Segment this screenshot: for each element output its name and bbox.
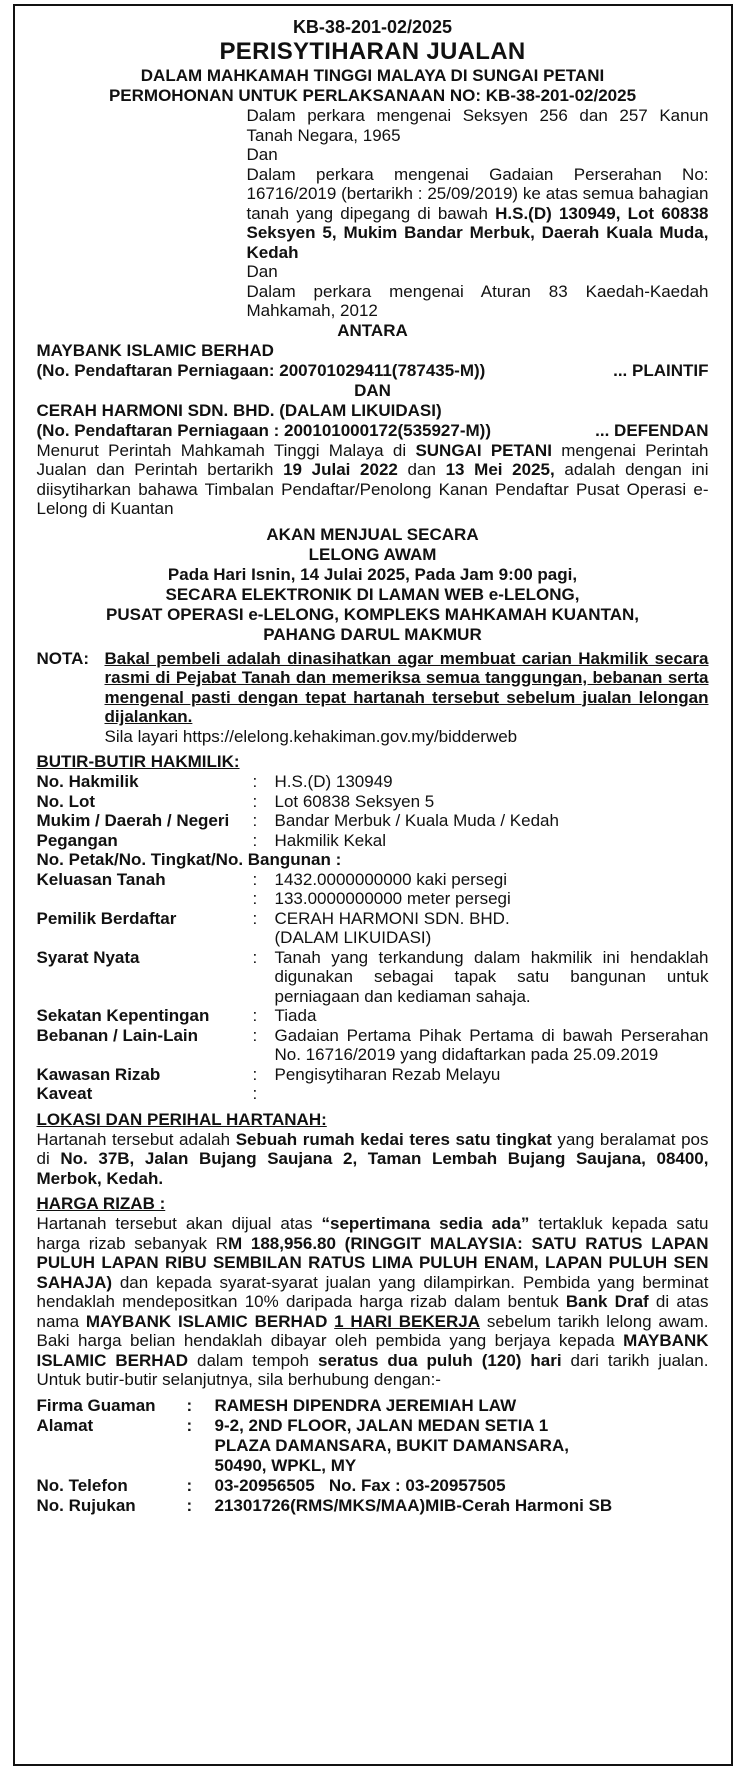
colon: : — [252, 947, 258, 967]
matter-and-1: Dan — [246, 145, 278, 164]
notice-title: PERISYTIHARAN JUALAN — [219, 38, 526, 65]
intro-text-2: mengenai Perintah Jualan dan Perintah bertarikh — [36, 440, 709, 479]
detail-row-mukim — [37, 811, 709, 831]
colon: : — [252, 1006, 258, 1025]
colon: : — [186, 1395, 193, 1415]
reserve-price-paragraph — [37, 1214, 709, 1390]
address-key: Alamat — [36, 1415, 94, 1435]
detail-row-pemilik — [37, 909, 709, 948]
detail-key: No. Petak/No. Tingkat/No. Bangunan : — [36, 850, 342, 869]
colon: : — [252, 772, 258, 791]
intro-paragraph — [37, 441, 709, 519]
detail-value-empty — [275, 1084, 709, 1104]
reference-key: No. Rujukan — [36, 1495, 136, 1515]
payee-name: MAYBANK ISLAMIC BERHAD — [85, 1311, 328, 1331]
detail-key: Keluasan Tanah — [36, 869, 166, 889]
colon: : — [252, 908, 258, 928]
location-text-2: yang beralamat pos di — [36, 1129, 709, 1168]
detail-value: 1432.0000000000 kaki persegi — [274, 869, 508, 889]
matter-1: Dalam perkara mengenai Seksyen 256 dan 257 Kanun Tanah Negara, 1965 — [246, 106, 709, 145]
defendant-role: ... DEFENDAN — [595, 420, 709, 440]
auction-line-2: LELONG AWAM — [308, 544, 437, 564]
reference-number: KB-38-201-02/2025 — [292, 17, 453, 37]
plaintiff-name: MAYBANK ISLAMIC BERHAD — [36, 340, 274, 360]
detail-row-syarat — [37, 948, 709, 1007]
location-paragraph — [37, 1130, 709, 1189]
price-text-1: Hartanah tersebut akan dijual atas — [36, 1214, 322, 1233]
address-line-2: PLAZA DAMANSARA, BUKIT DAMANSARA, — [214, 1435, 569, 1455]
location-text-1: Hartanah tersebut adalah — [36, 1129, 236, 1149]
colon: : — [252, 811, 258, 830]
firm-row — [37, 1396, 709, 1416]
defendant-reg-row — [37, 421, 709, 441]
nota-label: NOTA: — [36, 648, 90, 668]
owner-name: CERAH HARMONI SDN. BHD. — [274, 908, 510, 928]
detail-row-hakmilik — [37, 772, 709, 792]
detail-row-pegangan — [37, 831, 709, 851]
phone-key: No. Telefon — [36, 1475, 128, 1495]
defendant-reg: (No. Pendaftaran Perniagaan : 200101000172(535927-M)) — [36, 420, 491, 440]
address-line-1: 9-2, 2ND FLOOR, JALAN MEDAN SETIA 1 — [214, 1415, 549, 1435]
detail-key: Kawasan Rizab — [36, 1064, 161, 1084]
detail-key-empty — [37, 889, 253, 909]
price-text-4: di atas nama — [36, 1292, 709, 1331]
price-text-7: dalam tempoh — [188, 1350, 318, 1370]
detail-key: Pegangan — [36, 830, 118, 850]
matter-2-title: H.S.(D) 130949, Lot 60838 Seksyen 5, Mukim Bandar Merbuk, Daerah Kuala Muda, Kedah — [246, 203, 709, 262]
detail-value: Hakmilik Kekal — [274, 830, 386, 850]
plaintiff-reg-row — [37, 361, 709, 381]
payment-period: seratus dua puluh (120) hari — [317, 1350, 562, 1370]
detail-value: Pengisytiharan Rezab Melayu — [274, 1064, 501, 1084]
intro-text-3: dan — [397, 460, 446, 479]
detail-value: 133.0000000000 meter persegi — [274, 889, 511, 908]
detail-row-kaveat — [37, 1084, 709, 1104]
detail-key: No. Hakmilik — [36, 772, 139, 791]
colon: : — [186, 1415, 193, 1435]
firm-name: RAMESH DIPENDRA JEREMIAH LAW — [214, 1395, 517, 1415]
sale-proclamation-notice — [13, 4, 733, 1766]
nota-block — [37, 649, 709, 727]
price-text-8: dari tarikh jualan. Untuk butir-butir selanjutnya, sila berhubung dengan:- — [36, 1350, 709, 1389]
intro-date-2: 13 Mei 2025, — [445, 460, 555, 479]
detail-key: Bebanan / Lain-Lain — [36, 1025, 199, 1045]
colon: : — [252, 830, 258, 850]
location-heading: LOKASI DAN PERIHAL HARTANAH: — [36, 1109, 327, 1129]
property-address: No. 37B, Jalan Bujang Saujana 2, Taman Lembah Bujang Saujana, 08400, Merbok, Kedah. — [36, 1149, 709, 1188]
detail-row-lot — [37, 792, 709, 812]
phone-row — [37, 1476, 709, 1496]
phone-fax-value: 03-20956505 No. Fax : 03-20957505 — [214, 1475, 506, 1495]
detail-row-rizab — [37, 1065, 709, 1085]
title-details-heading: BUTIR-BUTIR HAKMILIK: — [36, 752, 240, 771]
auction-line-6: PAHANG DARUL MAKMUR — [263, 624, 482, 644]
plaintiff-reg: (No. Pendaftaran Perniagaan: 200701029411(787435-M)) — [36, 360, 486, 380]
property-type: Sebuah rumah kedai teres satu tingkat — [235, 1129, 552, 1149]
payee-name-2: MAYBANK ISLAMIC BERHAD — [36, 1331, 709, 1370]
detail-row-keluasan — [37, 870, 709, 890]
matter-2 — [247, 165, 709, 263]
detail-row-bebanan — [37, 1026, 709, 1065]
matter-and-2: Dan — [246, 262, 278, 281]
intro-text-4: adalah dengan ini diisytiharkan bahawa Timbalan Pendaftar/Penolong Kanan Pendaftar Pusat Operasi e-Lelong di Kuantan — [36, 460, 709, 518]
colon: : — [252, 1064, 258, 1084]
colon: : — [186, 1475, 193, 1495]
matters-block — [247, 106, 709, 321]
reference-value: 21301726(RMS/MKS/MAA)MIB-Cerah Harmoni SB — [214, 1495, 613, 1515]
matter-2-text: Dalam perkara mengenai Gadaian Perserahan No: 16716/2019 (bertarikh : 25/09/2019) ke atas semua bahagian tanah yang dipegang di bawah — [246, 164, 709, 223]
price-text-6: sebelum tarikh lelong awam. Baki harga belian hendaklah dibayar oleh pembida yang berjaya kepada — [36, 1311, 709, 1350]
detail-key: Pemilik Berdaftar — [36, 908, 177, 928]
firm-key: Firma Guaman — [36, 1395, 156, 1415]
defendant-name: CERAH HARMONI SDN. BHD. (DALAM LIKUIDASI) — [36, 400, 442, 420]
application-line: PERMOHONAN UNTUK PERLAKSANAAN NO: KB-38-201-02/2025 — [108, 86, 637, 105]
owner-status: (DALAM LIKUIDASI) — [274, 928, 432, 947]
detail-value: Lot 60838 Seksyen 5 — [274, 791, 435, 811]
auction-line-4: SECARA ELEKTRONIK DI LAMAN WEB e-LELONG, — [165, 584, 580, 604]
colon: : — [252, 1025, 258, 1045]
intro-text-1: Menurut Perintah Mahkamah Tinggi Malaya di — [36, 440, 416, 460]
colon: : — [186, 1495, 193, 1515]
detail-value: H.S.(D) 130949 — [274, 772, 393, 791]
deposit-deadline: 1 HARI BEKERJA — [334, 1311, 481, 1331]
intro-court-place: SUNGAI PETANI — [415, 440, 552, 460]
between-heading: ANTARA — [337, 320, 408, 340]
reserve-price-heading: HARGA RIZAB : — [36, 1194, 166, 1213]
matter-3: Dalam perkara mengenai Aturan 83 Kaedah-Kaedah Mahkamah, 2012 — [246, 281, 709, 320]
nota-text: Bakal pembeli adalah dinasihatkan agar membuat carian Hakmilik secara rasmi di Pejabat Tanah dan memeriksa semua tanggungan, bebanan serta mengenal pasti dengan tepat hartanah tersebut sebelum jualan lelongan dijalankan. — [104, 648, 709, 726]
price-text-3: dan kepada syarat-syarat jualan yang dilampirkan. Pembida yang berminat hendaklah mendepositkan 10% daripada harga rizab dalam bentuk — [36, 1272, 709, 1311]
detail-key: No. Lot — [36, 791, 96, 811]
auction-date-line: Pada Hari Isnin, 14 Julai 2025, Pada Jam 9:00 pagi, — [167, 564, 578, 584]
reserve-price-amount: M 188,956.80 (RINGGIT MALAYSIA: SATU RATUS LAPAN PULUH LAPAN RIBU SEMBILAN RATUS LIMA PULUH ENAM, LAPAN PULUH SEN SAHAJA) — [36, 1233, 709, 1292]
bank-draft: Bank Draf — [565, 1292, 649, 1311]
detail-key: Kaveat — [36, 1084, 93, 1103]
address-line-3: 50490, WPKL, MY — [214, 1455, 357, 1475]
detail-value: Tiada — [274, 1006, 317, 1025]
detail-row-petak — [37, 850, 709, 870]
auction-line-5: PUSAT OPERASI e-LELONG, KOMPLEKS MAHKAMAH KUANTAN, — [106, 604, 639, 624]
detail-value: Tanah yang terkandung dalam hakmilik ini hendaklah digunakan sebagai tapak satu bangunan untuk perniagaan dan kediaman sahaja. — [274, 947, 709, 1006]
detail-value: Gadaian Pertama Pihak Pertama di bawah Perserahan No. 16716/2019 yang didaftarkan pada 25.09.2019 — [274, 1025, 709, 1064]
as-is-clause: “sepertimana sedia ada” — [321, 1214, 530, 1233]
and-heading: DAN — [354, 380, 391, 400]
reference-row — [37, 1496, 709, 1516]
intro-date-1: 19 Julai 2022 — [283, 460, 398, 479]
detail-value — [275, 909, 709, 948]
price-text-2: tertakluk kepada satu harga rizab sebanyak R — [36, 1214, 709, 1253]
court-line: DALAM MAHKAMAH TINGGI MALAYA DI SUNGAI PETANI — [140, 66, 605, 85]
detail-value: Bandar Merbuk / Kuala Muda / Kedah — [274, 811, 559, 830]
auction-line-1: AKAN MENJUAL SECARA — [266, 524, 479, 544]
visit-website-line: Sila layari https://elelong.kehakiman.gov.my/bidderweb — [104, 726, 518, 746]
colon: : — [252, 889, 258, 908]
colon: : — [252, 869, 258, 889]
plaintiff-role: ... PLAINTIF — [613, 360, 709, 380]
detail-key: Sekatan Kepentingan — [36, 1006, 210, 1025]
address-value — [215, 1416, 709, 1476]
colon: : — [252, 791, 258, 811]
detail-key: Mukim / Daerah / Negeri — [36, 811, 230, 830]
detail-key: Syarat Nyata — [36, 947, 140, 967]
address-row — [37, 1416, 709, 1476]
detail-row-keluasan-2 — [37, 889, 709, 909]
detail-row-sekatan — [37, 1006, 709, 1026]
colon: : — [252, 1084, 258, 1103]
